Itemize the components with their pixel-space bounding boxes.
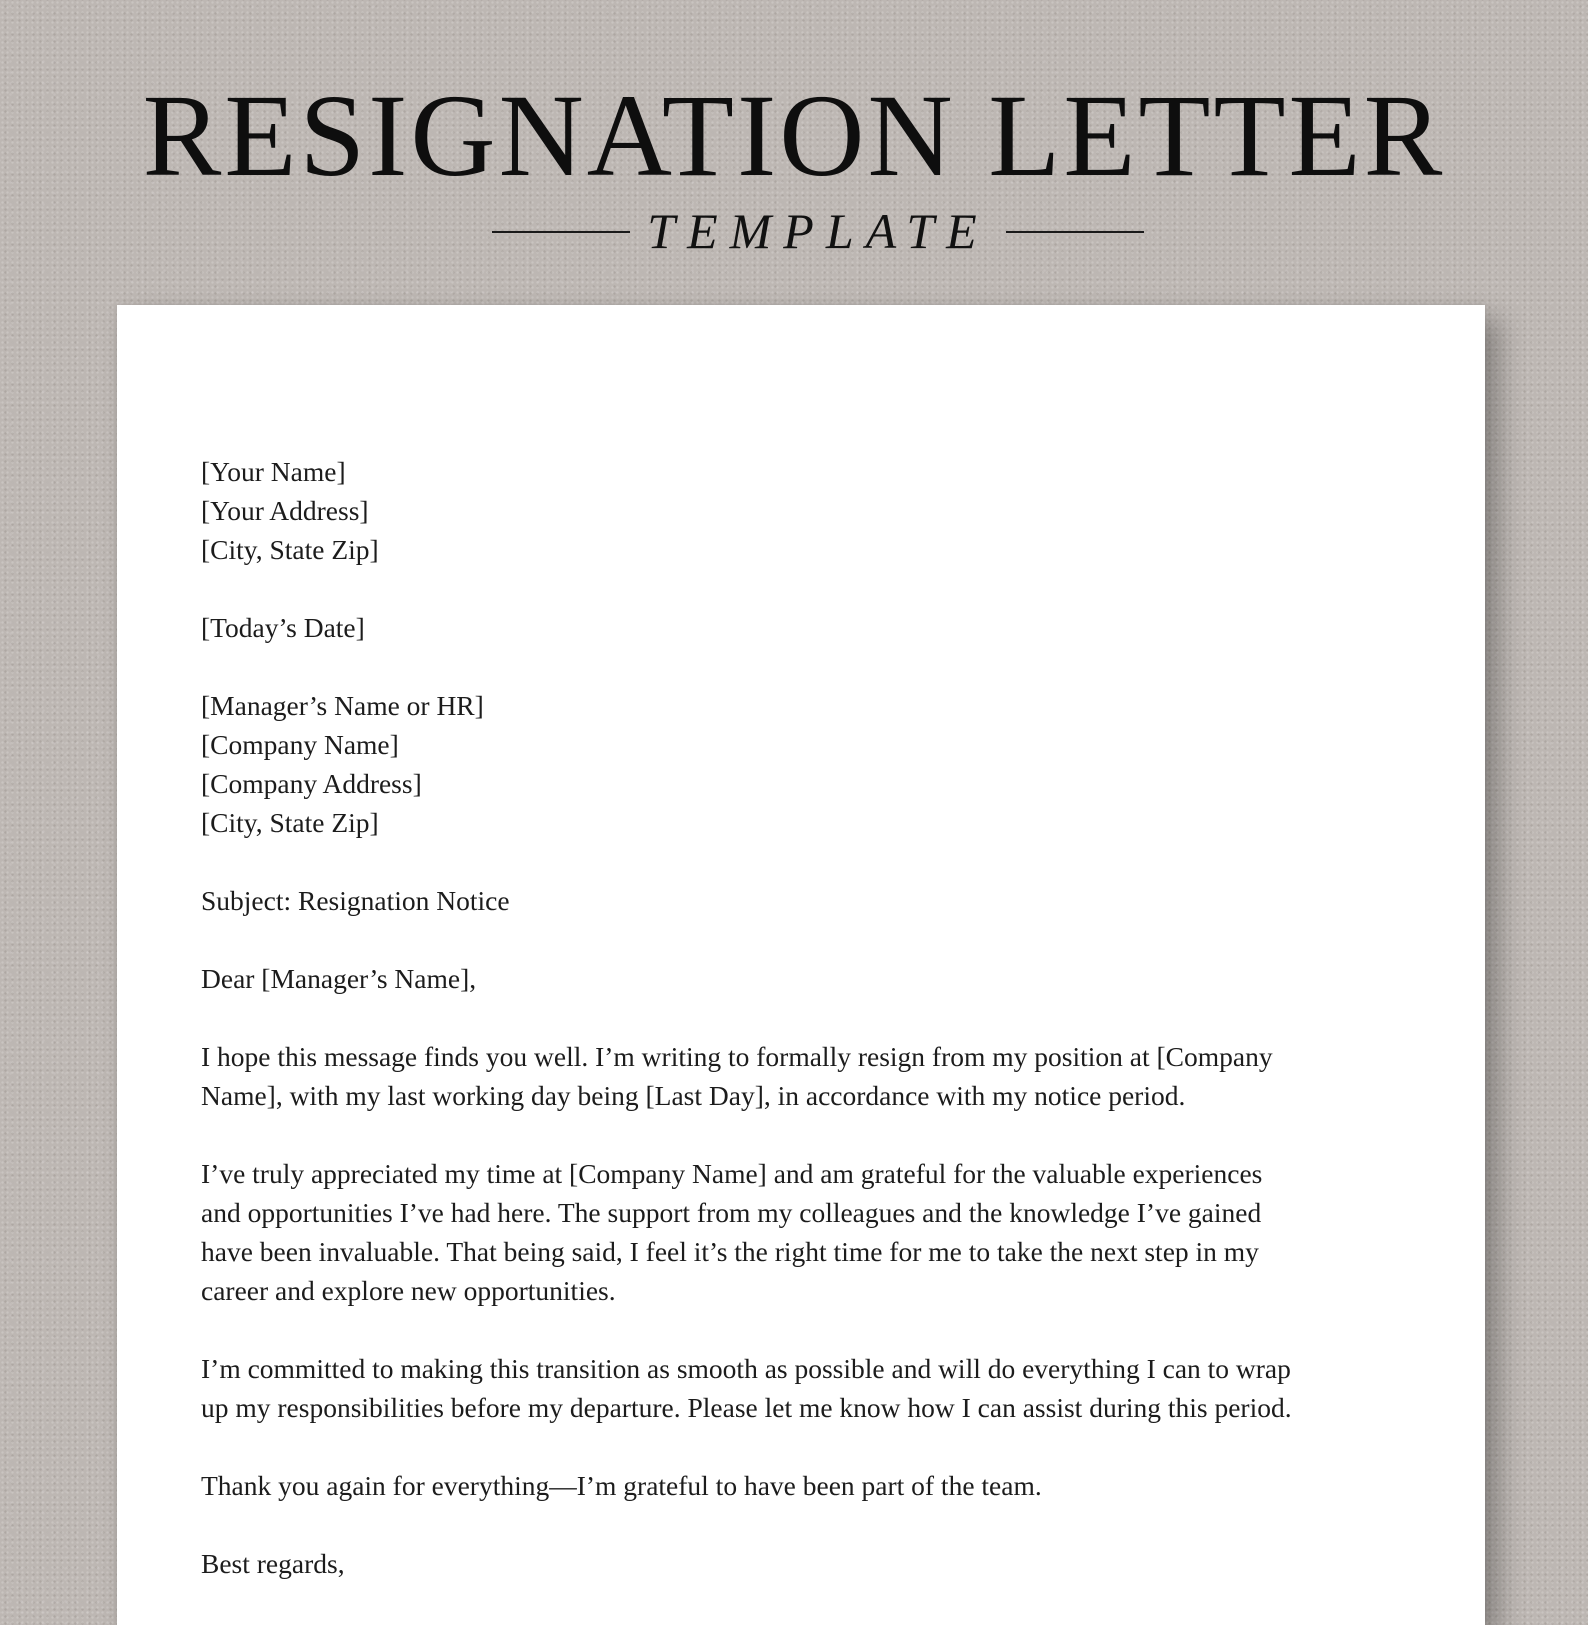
paragraph-2-line: career and explore new opportunities. [201,1275,616,1306]
spacer [201,998,1401,1037]
paragraph-3-line: I’m committed to making this transition as smooth as possible and will do everything I can to wrap [201,1353,1291,1384]
letter-date: [Today’s Date] [201,612,365,643]
sender-name: [Your Name] [201,456,346,487]
spacer [201,569,1401,608]
recipient-city-state-zip: [City, State Zip] [201,807,379,838]
recipient-address: [Company Address] [201,768,422,799]
paragraph-4: Thank you again for everything—I’m grateful to have been part of the team. [201,1470,1042,1501]
letter-body [201,452,1401,1583]
subject-line: Subject: Resignation Notice [201,885,510,916]
paragraph-3-line: up my responsibilities before my departure. Please let me know how I can assist during this period. [201,1392,1292,1423]
paragraph-1-line: Name], with my last working day being [Last Day], in accordance with my notice period. [201,1080,1186,1111]
paragraph-2-line: I’ve truly appreciated my time at [Company Name] and am grateful for the valuable experiences [201,1158,1263,1189]
document-subtitle: TEMPLATE [647,203,989,259]
spacer [201,647,1401,686]
sender-city-state-zip: [City, State Zip] [201,534,379,565]
left-rule-divider [492,231,630,233]
spacer [201,1505,1401,1544]
spacer [201,1115,1401,1154]
paragraph-1-line: I hope this message finds you well. I’m writing to formally resign from my position at [Company [201,1041,1273,1072]
spacer [201,1310,1401,1349]
paragraph-2-line: and opportunities I’ve had here. The support from my colleagues and the knowledge I’ve gained [201,1197,1262,1228]
recipient-company: [Company Name] [201,729,399,760]
letter-page [117,305,1485,1625]
spacer [201,920,1401,959]
closing: Best regards, [201,1548,345,1579]
recipient-name: [Manager’s Name or HR] [201,690,484,721]
document-title: RESIGNATION LETTER [142,70,1446,201]
sender-address: [Your Address] [201,495,369,526]
right-rule-divider [1006,231,1144,233]
spacer [201,1427,1401,1466]
spacer [201,842,1401,881]
subtitle-row [0,198,1588,268]
salutation: Dear [Manager’s Name], [201,963,477,994]
paragraph-2-line: have been invaluable. That being said, I feel it’s the right time for me to take the next step in my [201,1236,1259,1267]
